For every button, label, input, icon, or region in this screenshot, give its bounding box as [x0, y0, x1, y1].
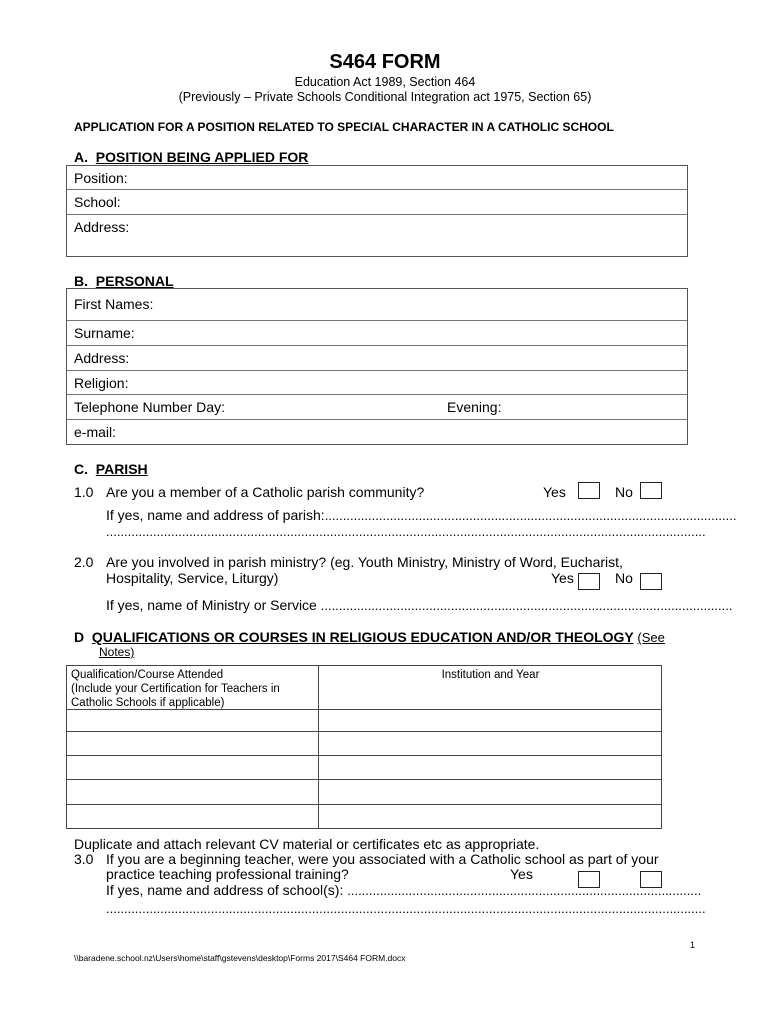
q2-no-checkbox[interactable] [640, 573, 662, 590]
q1-yes-label: Yes [543, 484, 566, 500]
section-d-heading: D QUALIFICATIONS OR COURSES IN RELIGIOUS EDUCATION AND/OR THEOLOGY (See [74, 629, 665, 645]
school-name-line[interactable]: If yes, name and address of school(s): .................................................................................................. [106, 882, 702, 898]
see-notes-2: Notes) [99, 645, 135, 659]
act-reference: Education Act 1989, Section 464 [294, 75, 476, 89]
q2-yes-label: Yes [551, 570, 574, 586]
section-b-table [66, 288, 688, 445]
q2-question-line1: Are you involved in parish ministry? (eg. Youth Ministry, Ministry of Word, Eucharist, [106, 554, 623, 570]
personal-address-field[interactable]: Address: [67, 346, 687, 371]
q1-number: 1.0 [74, 484, 94, 500]
q2-yes-checkbox[interactable] [578, 573, 600, 590]
evening-label: Evening: [447, 399, 502, 415]
surname-field[interactable]: Surname: [67, 321, 687, 346]
q3-number: 3.0 [74, 851, 94, 867]
section-a-heading: A. POSITION BEING APPLIED FOR [74, 149, 309, 165]
section-a-table [66, 165, 688, 257]
section-b-heading: B. PERSONAL [74, 273, 174, 289]
parish-address-line[interactable]: ...................................................................................................................................................................... [106, 524, 706, 539]
institution-cell[interactable] [319, 710, 661, 731]
q2-no-label: No [615, 570, 633, 586]
qualification-column-header: Qualification/Course Attended (Include your Certification for Teachers in Catholic Schools if applicable) [71, 669, 280, 709]
application-heading: APPLICATION FOR A POSITION RELATED TO SPECIAL CHARACTER IN A CATHOLIC SCHOOL [74, 120, 614, 134]
qualification-cell[interactable] [67, 805, 317, 828]
section-c-heading: C. PARISH [74, 461, 148, 477]
q1-no-checkbox[interactable] [640, 482, 662, 499]
institution-cell[interactable] [319, 780, 661, 804]
qualification-cell[interactable] [67, 780, 317, 804]
telephone-field[interactable]: Telephone Number Day: Evening: [67, 395, 687, 420]
religion-field[interactable]: Religion: [67, 371, 687, 395]
file-path: \\baradene.school.nz\Users\home\staff\gstevens\desktop\Forms 2017\S464 FORM.docx [74, 953, 406, 963]
qualification-cell[interactable] [67, 756, 317, 779]
q1-question: Are you a member of a Catholic parish community? [106, 484, 425, 500]
q2-number: 2.0 [74, 554, 94, 570]
previous-act-reference: (Previously – Private Schools Conditional Integration act 1975, Section 65) [178, 90, 592, 104]
q3-question-line2: practice teaching professional training? [106, 866, 349, 882]
institution-cell[interactable] [319, 805, 661, 828]
school-address-line[interactable]: ...................................................................................................................................................................... [106, 901, 706, 916]
form-title: S464 FORM [329, 51, 441, 73]
qualifications-table [66, 665, 662, 829]
email-field[interactable]: e-mail: [74, 424, 117, 440]
q1-no-label: No [615, 484, 633, 500]
position-field[interactable]: Position: [67, 166, 687, 190]
q3-question-line1: If you are a beginning teacher, were you associated with a Catholic school as part of your [106, 851, 659, 867]
ministry-line[interactable]: If yes, name of Ministry or Service .................................................................................................................. [106, 597, 733, 613]
parish-name-line[interactable]: If yes, name and address of parish:.................................................................................................................. [106, 507, 737, 523]
institution-cell[interactable] [319, 756, 661, 779]
q3-yes-label: Yes [510, 866, 533, 882]
first-names-field[interactable]: First Names: [67, 289, 687, 321]
qualification-cell[interactable] [67, 710, 317, 731]
school-field[interactable]: School: [67, 190, 687, 215]
school-address-field[interactable]: Address: [74, 219, 130, 235]
qualification-cell[interactable] [67, 732, 317, 755]
q1-yes-checkbox[interactable] [578, 482, 600, 499]
duplicate-note: Duplicate and attach relevant CV material or certificates etc as appropriate. [74, 836, 540, 852]
institution-column-header: Institution and Year [441, 669, 540, 681]
page-number: 1 [690, 940, 696, 950]
institution-cell[interactable] [319, 732, 661, 755]
q2-question-line2: Hospitality, Service, Liturgy) [106, 570, 279, 586]
see-notes-1: (See [637, 630, 665, 645]
